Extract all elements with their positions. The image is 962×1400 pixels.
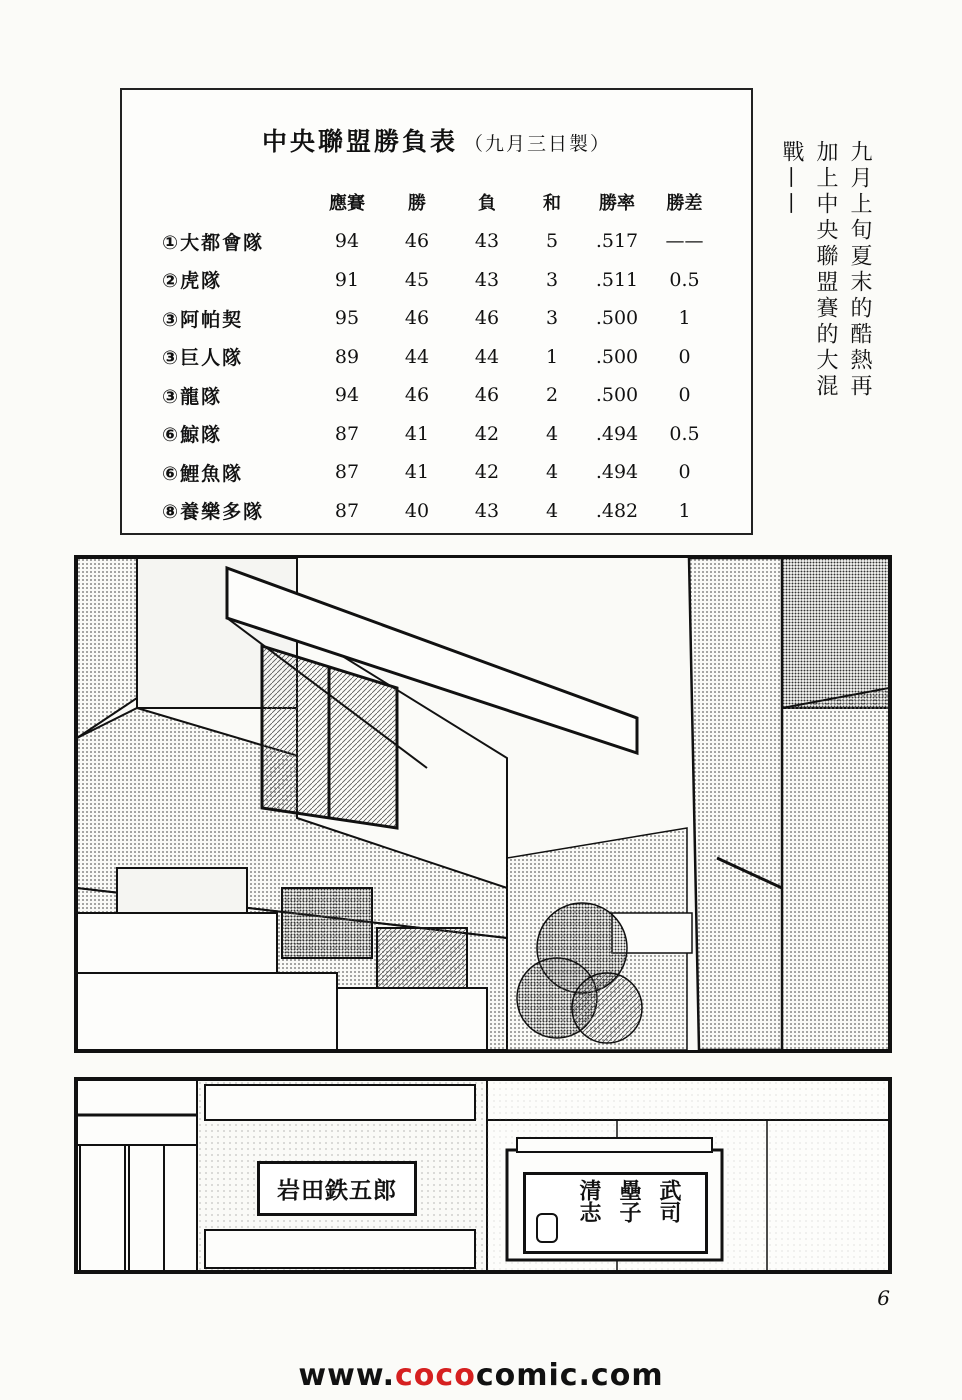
wins-cell: 44 xyxy=(404,345,430,368)
nameplate-left xyxy=(257,1161,417,1216)
column-header-wins: 勝 xyxy=(408,193,426,214)
watermark-suffix: comic.com xyxy=(475,1358,664,1393)
table-row xyxy=(162,299,717,338)
gb-cell: —— xyxy=(665,230,704,253)
column-header-pct: 勝率 xyxy=(599,193,635,214)
table-title-text: 中央聯盟勝負表 xyxy=(261,127,458,156)
team-name: ⑥鯨隊 xyxy=(162,424,223,447)
wins-cell: 45 xyxy=(404,268,430,291)
games-cell: 89 xyxy=(334,345,360,368)
table-row xyxy=(162,492,717,531)
pct-cell: .494 xyxy=(595,461,639,484)
pct-cell: .500 xyxy=(595,307,639,330)
watermark-accent: coco xyxy=(395,1358,476,1393)
ties-cell: 4 xyxy=(545,499,559,522)
gb-cell: 0 xyxy=(678,384,691,407)
column-header-gb: 勝差 xyxy=(666,193,703,214)
nameplate-right-col1: 武司 xyxy=(656,1179,681,1223)
losses-cell: 46 xyxy=(474,307,500,330)
losses-cell: 44 xyxy=(474,345,500,368)
gb-cell: 0.5 xyxy=(669,422,700,445)
games-cell: 87 xyxy=(334,499,360,522)
gate-illustration xyxy=(77,1080,889,1271)
wins-cell: 46 xyxy=(404,384,430,407)
mail-slot-icon xyxy=(536,1213,558,1243)
table-row xyxy=(162,415,717,454)
ties-cell: 4 xyxy=(545,461,559,484)
table-row xyxy=(162,261,717,300)
losses-cell: 43 xyxy=(474,499,500,522)
column-header-losses: 負 xyxy=(478,193,496,214)
table-row xyxy=(162,222,717,261)
wins-cell: 41 xyxy=(404,461,430,484)
wins-cell: 46 xyxy=(404,230,430,253)
gb-cell: 0.5 xyxy=(669,268,700,291)
team-name: ③阿帕契 xyxy=(162,308,244,331)
games-cell: 87 xyxy=(334,422,360,445)
table-row xyxy=(162,338,717,377)
ties-cell: 4 xyxy=(545,422,559,445)
team-name: ③巨人隊 xyxy=(162,347,244,370)
house-exterior-panel xyxy=(74,555,892,1053)
games-cell: 87 xyxy=(334,461,360,484)
page-number: 6 xyxy=(877,1286,890,1310)
narration-line-2: 加上中央聯盟賽的大混 xyxy=(813,140,838,400)
table-header-row xyxy=(162,182,717,222)
pct-cell: .517 xyxy=(595,230,639,253)
house-illustration xyxy=(77,558,889,1050)
losses-cell: 43 xyxy=(474,268,500,291)
team-name: ②虎隊 xyxy=(162,270,223,293)
nameplate-right-col3: 清志 xyxy=(576,1179,601,1223)
gate-nameplates-panel xyxy=(74,1077,892,1274)
team-name: ⑧養樂多隊 xyxy=(162,501,265,524)
wins-cell: 40 xyxy=(404,499,430,522)
gb-cell: 0 xyxy=(678,345,691,368)
ties-cell: 2 xyxy=(545,384,559,407)
narration-line-3: 戰—— xyxy=(779,140,804,218)
gb-cell: 0 xyxy=(678,461,691,484)
pct-cell: .494 xyxy=(595,422,639,445)
gb-cell: 1 xyxy=(678,499,691,522)
pct-cell: .500 xyxy=(595,384,639,407)
games-cell: 91 xyxy=(334,268,360,291)
pct-cell: .511 xyxy=(595,268,639,291)
team-name: ③龍隊 xyxy=(162,385,223,408)
column-header-games: 應賽 xyxy=(329,193,365,214)
games-cell: 94 xyxy=(334,384,360,407)
nameplate-right-col2: 壘子 xyxy=(616,1179,641,1223)
gb-cell: 1 xyxy=(678,307,691,330)
nameplate-right xyxy=(523,1172,708,1254)
watermark xyxy=(0,1358,962,1393)
games-cell: 94 xyxy=(334,230,360,253)
table-row xyxy=(162,376,717,415)
losses-cell: 46 xyxy=(474,384,500,407)
nameplate-left-text: 岩田鉄五郎 xyxy=(277,1178,397,1204)
team-name: ①大都會隊 xyxy=(162,231,265,254)
narration-line-1: 九月上旬夏末的酷熱再 xyxy=(847,140,872,400)
wins-cell: 46 xyxy=(404,307,430,330)
watermark-prefix: www. xyxy=(298,1358,396,1393)
losses-cell: 42 xyxy=(474,461,500,484)
standings-table xyxy=(162,182,717,530)
ties-cell: 3 xyxy=(545,268,559,291)
column-header-ties: 和 xyxy=(543,193,561,214)
ties-cell: 5 xyxy=(545,230,559,253)
table-row xyxy=(162,453,717,492)
losses-cell: 43 xyxy=(474,230,500,253)
team-column-header xyxy=(162,182,312,222)
standings-table-box xyxy=(120,88,753,535)
losses-cell: 42 xyxy=(474,422,500,445)
ties-cell: 3 xyxy=(545,307,559,330)
pct-cell: .482 xyxy=(595,499,639,522)
games-cell: 95 xyxy=(334,307,360,330)
wins-cell: 41 xyxy=(404,422,430,445)
pct-cell: .500 xyxy=(595,345,639,368)
ties-cell: 1 xyxy=(545,345,559,368)
team-name: ⑥鯉魚隊 xyxy=(162,462,244,485)
table-title xyxy=(122,122,751,158)
table-subtitle: （九月三日製） xyxy=(464,133,612,155)
